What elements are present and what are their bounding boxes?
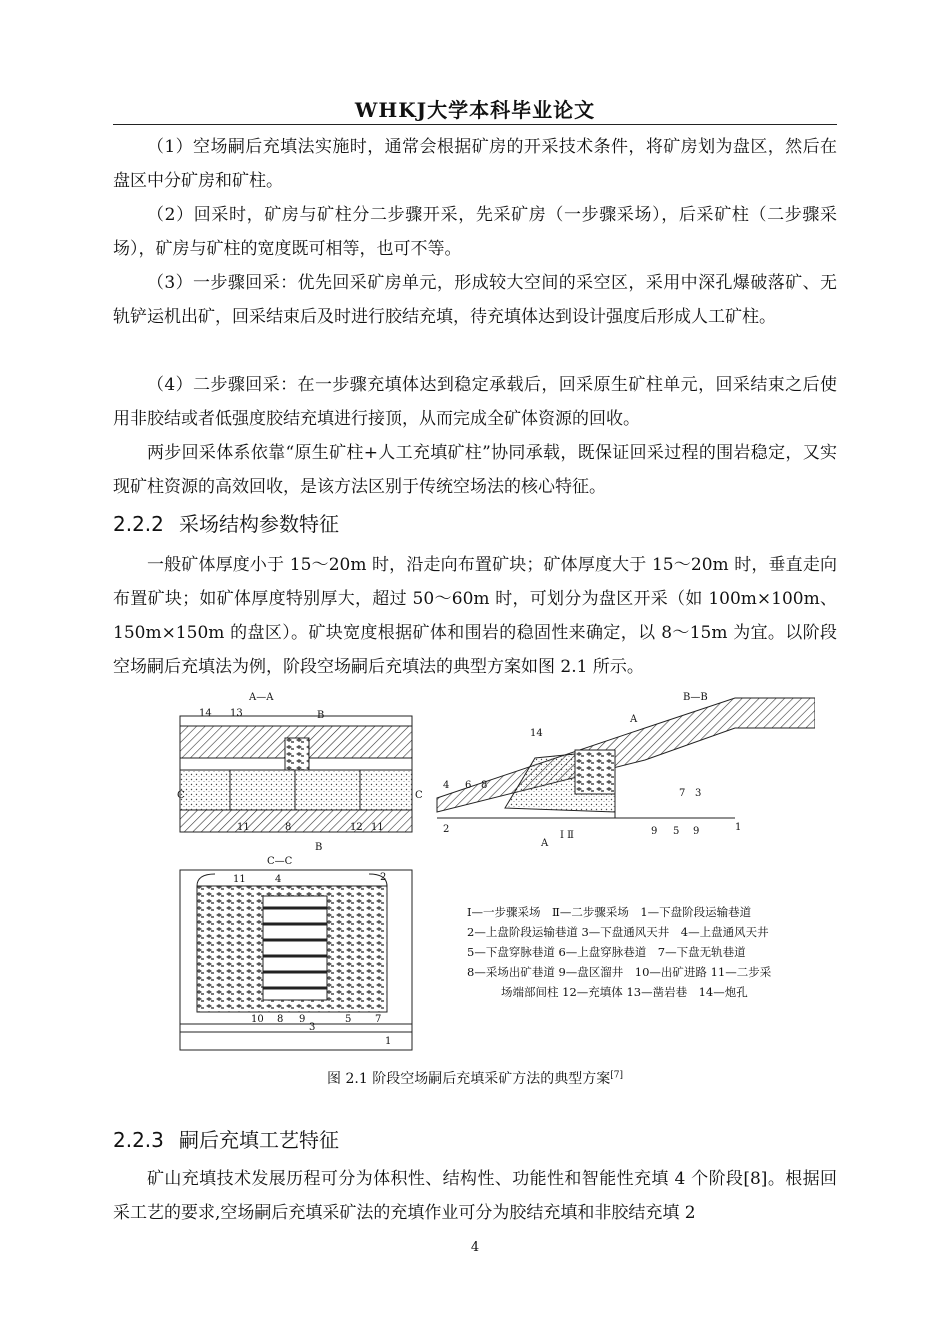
header-rule [113, 124, 837, 125]
section-view-bb [437, 692, 815, 849]
paragraph-7: 矿山充填技术发展历程可分为体积性、结构性、功能性和智能性充填 4 个阶段[8]。根据回采工艺的要求,空场嗣后充填采矿法的充填作业可分为胶结充填和非胶结充填 2 [113, 1169, 837, 1223]
svg-text:3: 3 [695, 788, 702, 799]
svg-text:A: A [541, 838, 549, 849]
paragraph-2: （2）回采时，矿房与矿柱分二步骤开采，先采矿房（一步骤采场），后采矿柱（二步骤采场），矿房与矿柱的宽度既可相等，也可不等。 [113, 205, 837, 259]
svg-text:5: 5 [345, 1014, 352, 1025]
paragraph-6: 一般矿体厚度小于 15～20m 时，沿走向布置矿块；矿体厚度大于 15～20m 时，垂直走向布置矿块；如矿体厚度特别厚大，超过 50～60m 时，可划分为盘区开采（如 100m×100m、150m×150m 的盘区）。矿块宽度根据矿体和围岩的稳固性来确定，以 8～15m 为宜。以阶段空场嗣后充填法为例，阶段空场嗣后充填法的典型方案如图 2.1 所示。 [113, 555, 837, 677]
svg-text:9: 9 [299, 1014, 306, 1025]
svg-text:5: 5 [673, 826, 680, 837]
svg-text:14: 14 [530, 728, 543, 739]
section-title: 采场结构参数特征 [179, 512, 339, 536]
svg-text:13: 13 [230, 708, 243, 719]
svg-text:1: 1 [385, 1036, 392, 1047]
page-header: WHKJ大学本科毕业论文 [354, 98, 596, 122]
legend-line-3: 5—下盘穿脉巷道 6—上盘穿脉巷道 7—下盘无轨巷道 [467, 945, 746, 959]
paragraph-5: 两步回采体系依靠“原生矿柱+人工充填矿柱”协同承载，既保证回采过程的围岩稳定，又实现矿柱资源的高效回收，是该方法区别于传统空场法的核心特征。 [113, 443, 837, 497]
svg-text:11: 11 [237, 822, 250, 833]
svg-text:C: C [177, 790, 185, 801]
svg-text:12: 12 [350, 822, 363, 833]
svg-text:3: 3 [309, 1022, 316, 1033]
svg-text:1: 1 [735, 822, 742, 833]
svg-text:Ⅰ Ⅱ: Ⅰ Ⅱ [560, 830, 574, 841]
svg-text:8: 8 [277, 1014, 284, 1025]
legend-line-2: 2—上盘阶段运输巷道 3—下盘通风天井 4—上盘通风天井 [467, 925, 769, 939]
svg-text:C: C [415, 790, 423, 801]
svg-text:4: 4 [443, 780, 450, 791]
svg-text:B: B [317, 710, 325, 721]
svg-text:14: 14 [199, 708, 212, 719]
svg-text:8: 8 [481, 780, 488, 791]
paragraph-1: （1）空场嗣后充填法实施时，通常会根据矿房的开采技术条件，将矿房划为盘区，然后在盘区中分矿房和矿柱。 [113, 137, 837, 191]
caption-reference: [7] [610, 1070, 623, 1081]
svg-text:11: 11 [233, 874, 246, 885]
svg-text:10: 10 [251, 1014, 264, 1025]
svg-text:4: 4 [275, 874, 282, 885]
svg-text:9: 9 [693, 826, 700, 837]
svg-text:11: 11 [371, 822, 384, 833]
svg-text:8: 8 [285, 822, 292, 833]
svg-text:6: 6 [465, 780, 472, 791]
caption-text: 图 2.1 阶段空场嗣后充填采矿方法的典型方案 [327, 1071, 611, 1087]
figure-legend [467, 905, 772, 999]
section-view-aa [177, 692, 423, 853]
svg-text:A: A [630, 714, 638, 725]
mining-method-diagram [175, 688, 815, 1060]
section-heading-2-2-3 [113, 1124, 339, 1153]
section-title: 嗣后充填工艺特征 [179, 1128, 339, 1152]
svg-text:2: 2 [380, 872, 387, 883]
paragraph-3: （3）一步骤回采：优先回采矿房单元，形成较大空间的采空区，采用中深孔爆破落矿、无轨铲运机出矿，回采结束后及时进行胶结充填，待充填体达到设计强度后形成人工矿柱。 [113, 273, 837, 327]
view-label-aa: A—A [249, 692, 274, 703]
paragraph-4: （4）二步骤回采：在一步骤充填体达到稳定承载后，回采原生矿柱单元，回采结束之后使用非胶结或者低强度胶结充填进行接顶，从而完成全矿体资源的回收。 [113, 375, 837, 429]
page-number: 4 [470, 1240, 480, 1255]
figure-caption [0, 1068, 950, 1088]
section-number: 2.2.3 [113, 1128, 164, 1152]
legend-line-5: 场端部间柱 12—充填体 13—凿岩巷 14—炮孔 [501, 985, 748, 999]
svg-text:7: 7 [679, 788, 686, 799]
section-heading-2-2-2 [113, 508, 339, 537]
svg-text:2: 2 [443, 824, 450, 835]
legend-line-1: Ⅰ—一步骤采场 Ⅱ—二步骤采场 1—下盘阶段运输巷道 [467, 905, 752, 919]
figure-2-1 [175, 688, 815, 1060]
svg-text:9: 9 [651, 826, 658, 837]
svg-text:7: 7 [375, 1014, 382, 1025]
section-view-cc [180, 856, 412, 1050]
section-number: 2.2.2 [113, 512, 164, 536]
view-label-bb: B—B [683, 692, 708, 703]
legend-line-4: 8—采场出矿巷道 9—盘区溜井 10—出矿进路 11—二步采 [467, 965, 772, 979]
svg-text:B: B [315, 842, 323, 853]
view-label-cc: C—C [267, 856, 293, 867]
